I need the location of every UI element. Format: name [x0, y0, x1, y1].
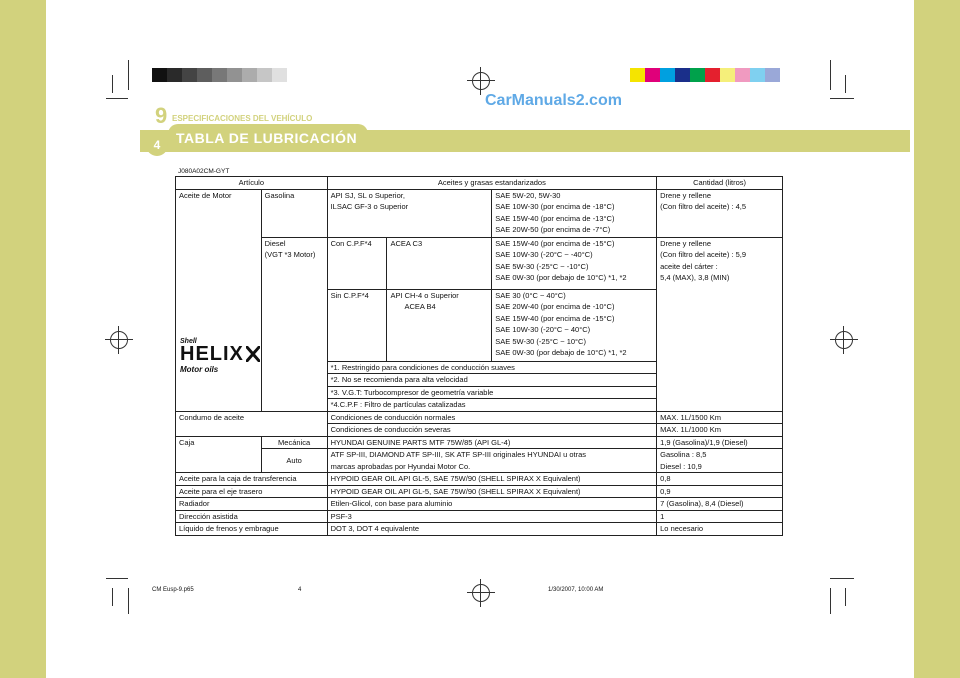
acea-c3-label: ACEA C3	[387, 237, 492, 289]
table-row	[176, 523, 783, 536]
table-row	[176, 498, 783, 511]
footer-file: CM Eusp-9.p65	[152, 587, 194, 593]
row-item: Dirección asistida	[176, 510, 328, 523]
gasolina-viscosity: SAE 5W-20, 5W-30 SAE 10W-30 (por encima de -18°C) SAE 15W-40 (por encima de -13°C) SAE 20W-50 (por encima de -7°C)	[492, 189, 657, 237]
page-number-badge: 4	[146, 134, 168, 156]
chapter-number: 9	[155, 103, 168, 128]
mecanica-label: Mecánica	[261, 436, 327, 449]
registration-mark-right	[835, 331, 853, 349]
con-cpf-viscosity: SAE 15W-40 (por encima de -15°C) SAE 10W-30 (-20°C ~ -40°C) SAE 5W-30 (-25°C ~ -10°C) SAE 0W-30 (por debajo de 10°C) *1, *2	[492, 237, 657, 289]
motor-label: Aceite de Motor	[176, 189, 262, 411]
api-ch4-label: API CH-4 o Superior ACEA B4	[387, 289, 492, 361]
header-articulo: Artículo	[176, 177, 328, 190]
consumo-label: Condumo de aceite	[176, 411, 328, 436]
chapter-title: ESPECIFICACIONES DEL VEHÍCULO	[172, 114, 313, 123]
footer-page: 4	[298, 587, 302, 593]
table-row	[176, 189, 783, 237]
row-qty: 7 (Gasolina), 8,4 (Diesel)	[657, 498, 783, 511]
registration-mark-left	[110, 331, 128, 349]
header-aceites: Aceites y grasas estandarizados	[327, 177, 657, 190]
registration-mark-top	[472, 72, 490, 90]
table-row	[176, 449, 783, 473]
footer-date: 1/30/2007, 10:00 AM	[548, 587, 604, 593]
row-item: Líquido de frenos y embrague	[176, 523, 328, 536]
sin-cpf-label: Sin C.P.F*4	[327, 289, 387, 361]
row-item: Radiador	[176, 498, 328, 511]
row-qty: 0,8	[657, 473, 783, 486]
cond-severa: Condiciones de conducción severas	[327, 424, 657, 437]
registration-mark-bottom	[472, 584, 490, 602]
table-row	[176, 436, 783, 449]
note-2: *2. No se recomienda para alta velocidad	[327, 374, 657, 387]
row-oil: HYPOID GEAR OIL API GL-5, SAE 75W/90 (SHELL SPIRAX X Equivalent)	[327, 473, 657, 486]
gasolina-quantity: Drene y rellene (Con filtro del aceite) : 4,5	[657, 189, 783, 237]
watermark-top[interactable]: CarManuals2.com	[485, 92, 622, 109]
gasolina-spec: API SJ, SL o Superior, ILSAC GF-3 o Superior	[327, 189, 492, 237]
auto-qty: Gasolina : 8,5 Diesel : 10,9	[657, 449, 783, 473]
section-title: TABLA DE LUBRICACIÓN	[176, 130, 358, 146]
table-row	[176, 510, 783, 523]
row-oil: DOT 3, DOT 4 equivalente	[327, 523, 657, 536]
table-row	[176, 473, 783, 486]
table-header-row	[176, 177, 783, 190]
row-item: Aceite para la caja de transferencia	[176, 473, 328, 486]
row-qty: 1	[657, 510, 783, 523]
diesel-label: Diesel (VGT *3 Motor)	[261, 237, 327, 411]
note-1: *1. Restringido para condiciones de conducción suaves	[327, 361, 657, 374]
table-row	[176, 411, 783, 424]
row-qty: Lo necesario	[657, 523, 783, 536]
cond-severa-qty: MAX. 1L/1000 Km	[657, 424, 783, 437]
header-cantidad: Cantidad (litros)	[657, 177, 783, 190]
table-row	[176, 237, 783, 289]
auto-label: Auto	[261, 449, 327, 473]
diesel-quantity: Drene y rellene (Con filtro del aceite) : 5,9 aceite del cárter : 5,4 (MAX), 3,8 (MIN)	[657, 237, 783, 411]
lubrication-table	[175, 176, 783, 536]
auto-oil: ATF SP-III, DIAMOND ATF SP-III, SK ATF SP-III originales HYUNDAI u otras marcas aprobadas por Hyundai Motor Co.	[327, 449, 657, 473]
doc-code: J080A02CM-GYT	[178, 168, 230, 175]
watermark-bottom[interactable]: carmanualsonline.info	[700, 646, 913, 668]
shell-helix-logo: Shell HELIX Motor oils	[180, 338, 260, 376]
note-4: *4.C.P.F : Filtro de partículas catalizadas	[327, 399, 657, 412]
cond-normal: Condiciones de conducción normales	[327, 411, 657, 424]
row-oil: HYPOID GEAR OIL API GL-5, SAE 75W/90 (SHELL SPIRAX X Equivalent)	[327, 485, 657, 498]
cond-normal-qty: MAX. 1L/1500 Km	[657, 411, 783, 424]
con-cpf-label: Con C.P.F*4	[327, 237, 387, 289]
gasolina-label: Gasolina	[261, 189, 327, 237]
row-oil: PSF-3	[327, 510, 657, 523]
caja-label: Caja	[176, 436, 262, 473]
mecanica-oil: HYUNDAI GENUINE PARTS MTF 75W/85 (API GL-4)	[327, 436, 657, 449]
row-item: Aceite para el eje trasero	[176, 485, 328, 498]
sin-cpf-viscosity: SAE 30 (0°C ~ 40°C) SAE 20W-40 (por encima de -10°C) SAE 15W-40 (por encima de -15°C) SAE 10W-30 (-20°C ~ 40°C) SAE 5W-30 (-25°C ~ 10°C) SAE 0W-30 (por debajo de 10°C) *1, *2	[492, 289, 657, 361]
row-oil: Etilen-Glicol, con base para aluminio	[327, 498, 657, 511]
table-row	[176, 485, 783, 498]
section-tab	[168, 124, 368, 152]
row-qty: 0,9	[657, 485, 783, 498]
mecanica-qty: 1,9 (Gasolina)/1,9 (Diesel)	[657, 436, 783, 449]
note-3: *3. V.G.T: Turbocompresor de geometría variable	[327, 386, 657, 399]
